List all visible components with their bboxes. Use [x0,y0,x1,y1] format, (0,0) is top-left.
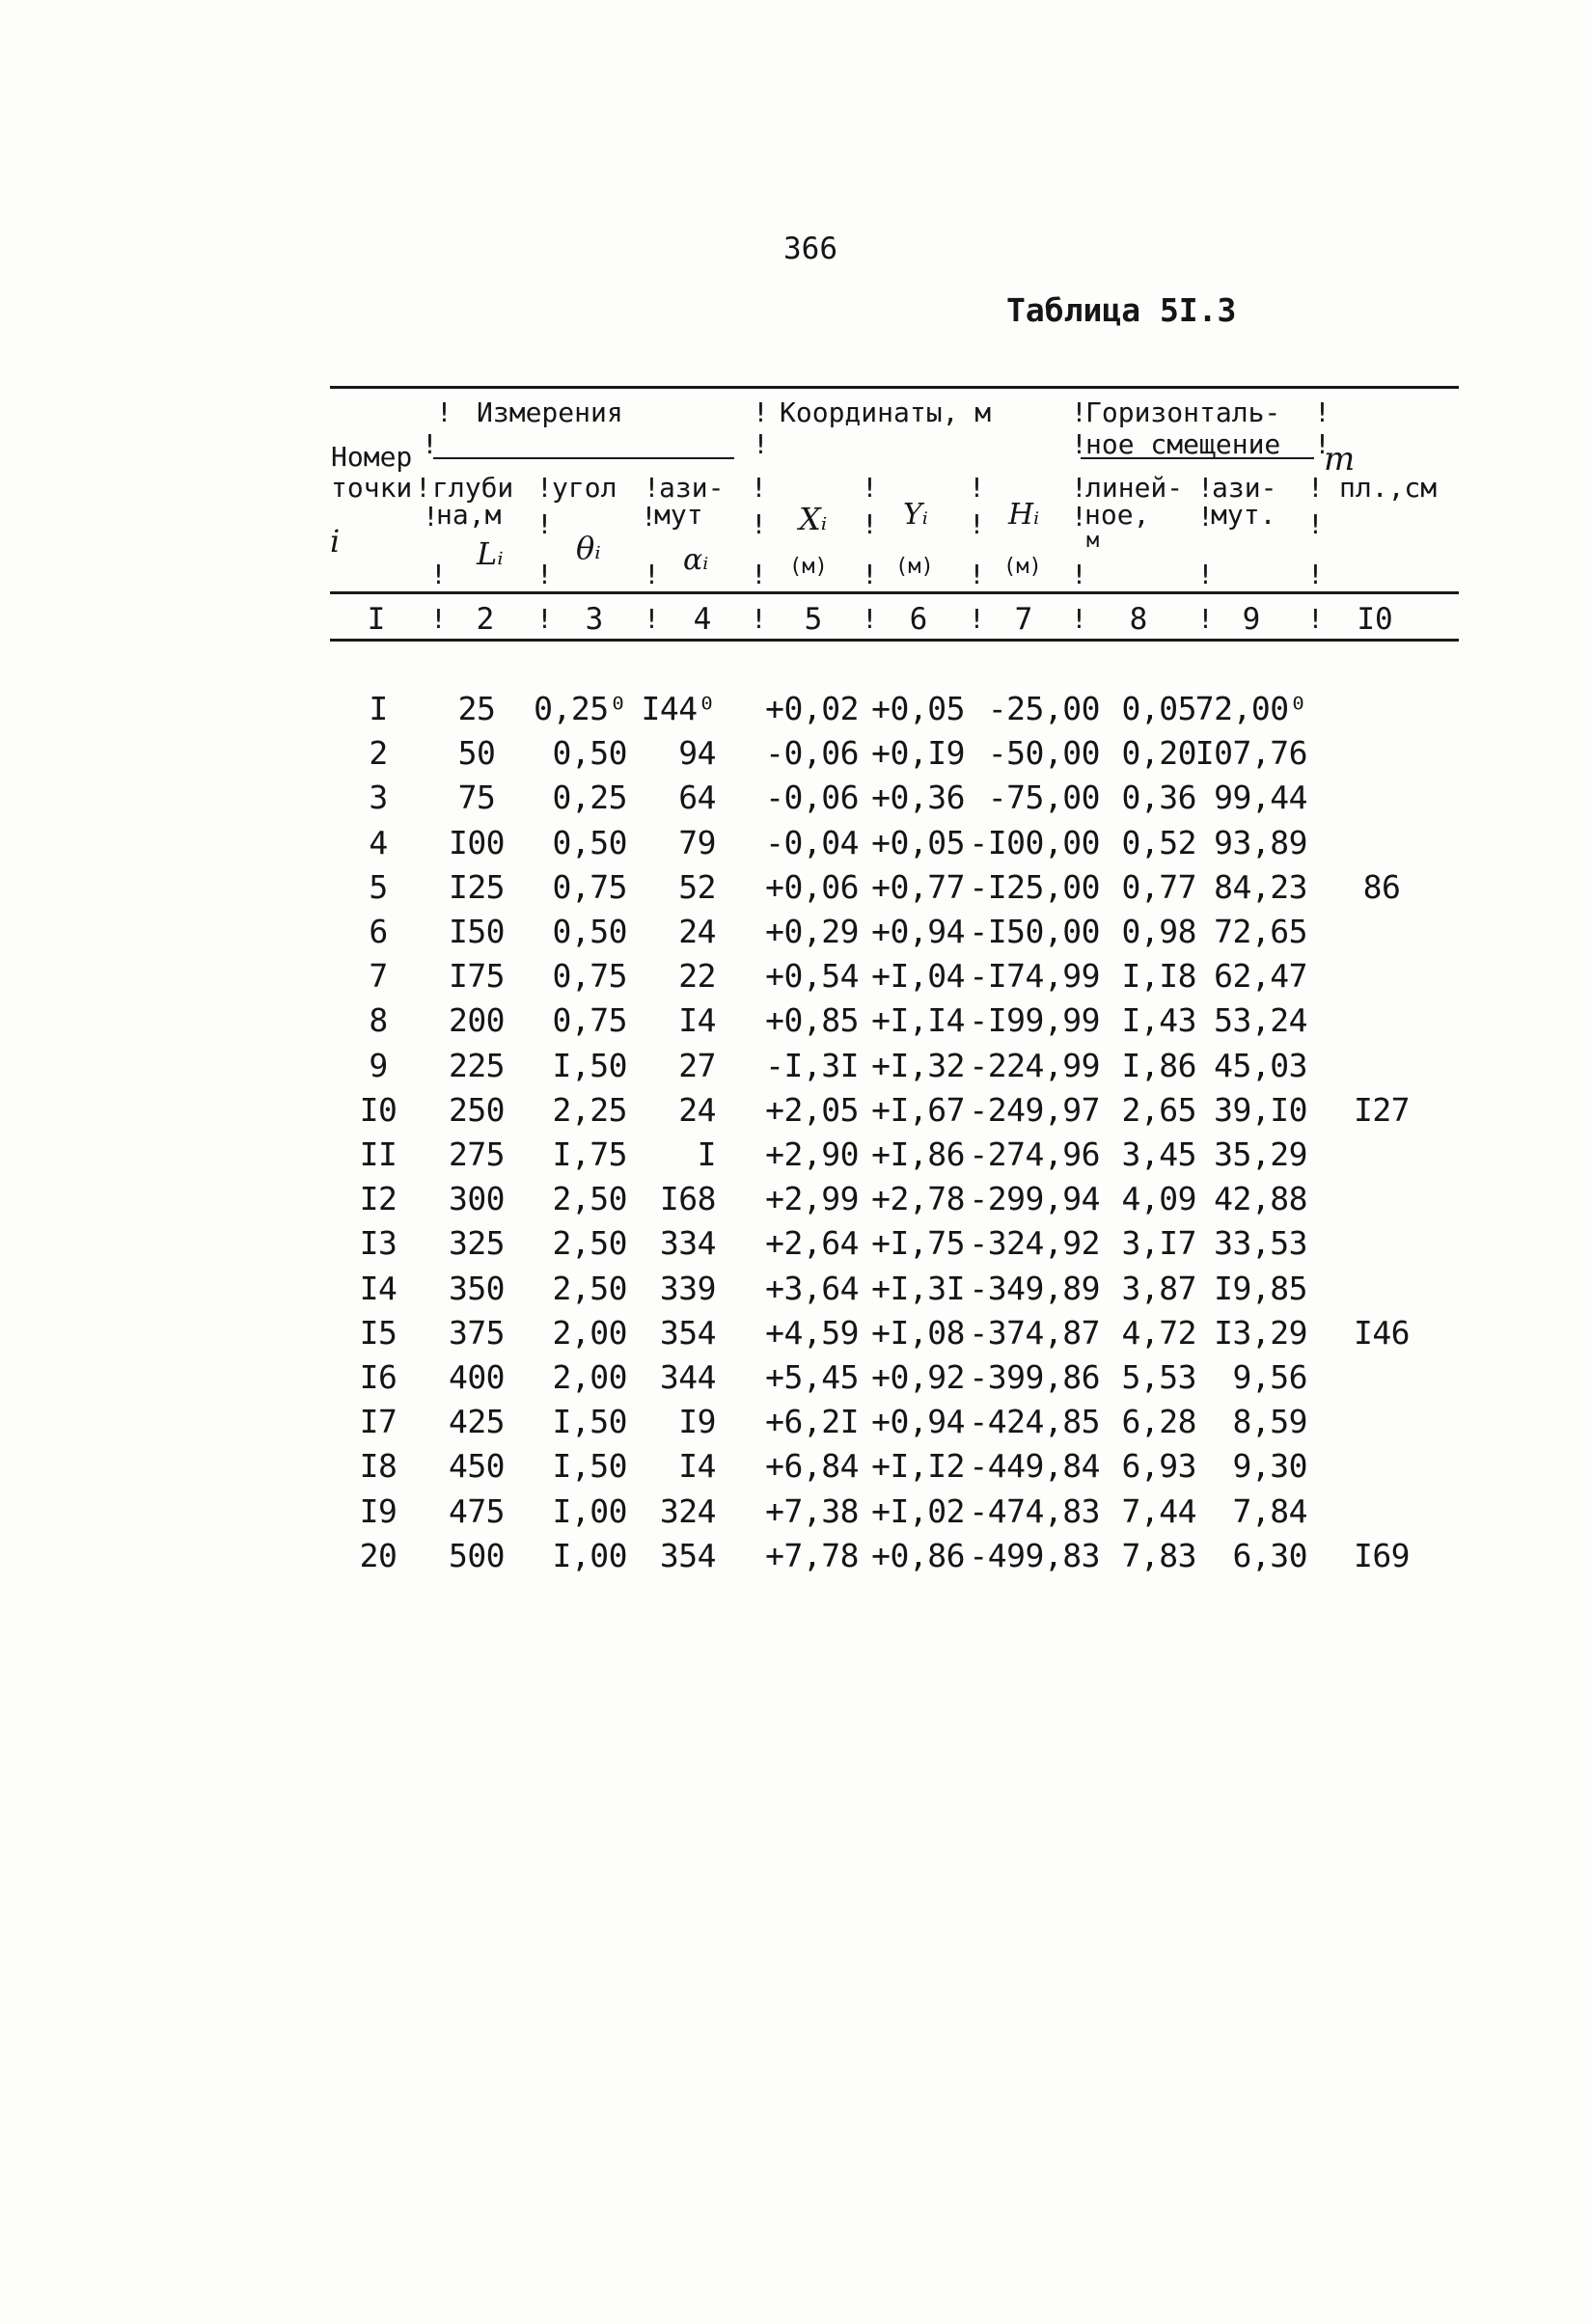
cell-y: +0,94 [871,1403,965,1441]
cell-h: -75,00 [987,779,1100,817]
cell-azimuth: 24 [678,1090,716,1129]
cell-azimuth-disp: 6,30 [1232,1536,1307,1574]
cell-angle: 2,50 [552,1180,627,1218]
header-azimuth-symbol: αᵢ [683,543,709,577]
cell-h: -399,86 [969,1358,1100,1396]
cell-angle: 0,50 [552,823,627,861]
cell-azimuth: I44⁰ [641,690,716,727]
cell-x: -I,3I [765,1046,859,1084]
cell-linear-disp: 6,93 [1121,1447,1196,1486]
header-depth-line2: на,м [436,499,502,531]
cell-point-no: 6 [369,913,388,950]
cell-angle: I,00 [552,1536,627,1574]
cell-h: -449,84 [969,1447,1100,1486]
cell-linear-disp: 0,05 [1121,690,1196,727]
header-point-no-line2: точки [331,472,413,504]
cell-angle: 0,75 [552,957,627,996]
cell-azimuth: 94 [678,734,716,773]
cell-linear-disp: 4,72 [1121,1313,1196,1352]
cell-depth: 250 [448,1090,506,1129]
cell-linear-disp: 6,28 [1121,1403,1196,1441]
cell-y: +0,05 [871,690,965,727]
header-azimuth2-line2: мут. [1211,499,1276,531]
column-number: 6 [909,602,928,637]
cell-x: +0,29 [765,913,859,950]
cell-point-no: I0 [359,1090,398,1129]
cell-x: -0,06 [765,734,859,773]
cell-azimuth-disp: 33,53 [1214,1224,1307,1263]
cell-x: -0,06 [765,779,859,817]
cell-angle: I,75 [552,1135,627,1173]
cell-y: +0,36 [871,779,965,817]
table-top-rule [330,386,1459,389]
header-depth-line1: глуби [432,472,514,504]
column-number: 7 [1014,602,1033,637]
cell-angle: I,00 [552,1491,627,1530]
cell-point-no: 8 [369,1001,388,1040]
cell-point-no: I3 [359,1224,398,1263]
column-number: 4 [693,602,712,637]
cell-x: +6,84 [765,1447,859,1486]
header-x-symbol: Xᵢ [799,501,828,537]
column-number: 5 [804,602,823,637]
cell-h: -374,87 [969,1313,1100,1352]
cell-depth: 375 [448,1313,506,1352]
cell-azimuth-disp: 72,65 [1214,913,1307,950]
cell-azimuth-disp: 42,88 [1214,1180,1307,1218]
cell-h: -474,83 [969,1491,1100,1530]
cell-h: -349,89 [969,1269,1100,1307]
column-number: I [367,602,386,637]
cell-x: -0,04 [765,823,859,861]
header-coordinates: Координаты, м [780,396,992,428]
cell-point-no: I6 [359,1358,398,1396]
cell-azimuth-disp: I9,85 [1214,1269,1307,1307]
cell-linear-disp: I,86 [1121,1046,1196,1084]
cell-y: +0,77 [871,867,965,906]
header-h-symbol: Hᵢ [1008,498,1040,532]
cell-angle: 0,75 [552,867,627,906]
cell-azimuth: 64 [678,779,716,817]
cell-h: -I00,00 [969,823,1100,861]
cell-azimuth: 324 [659,1491,716,1530]
cell-depth: 450 [448,1447,506,1486]
cell-h: -50,00 [987,734,1100,773]
cell-depth: 400 [448,1358,506,1396]
cell-azimuth: 24 [678,913,716,950]
header-linear-line3: м [1086,529,1100,553]
cell-y: +0,86 [871,1536,965,1574]
cell-h: -274,96 [969,1135,1100,1173]
cell-y: +2,78 [871,1180,965,1218]
cell-linear-disp: 0,20 [1121,734,1196,773]
cell-angle: 2,00 [552,1358,627,1396]
cell-linear-disp: 4,09 [1121,1180,1196,1218]
cell-angle: I,50 [552,1403,627,1441]
header-point-no-line3: i [330,523,341,560]
header-x-unit: (м) [789,555,828,579]
cell-x: +7,38 [765,1491,859,1530]
cell-point-no: I7 [359,1403,398,1441]
header-point-no-line1: Номер [331,441,413,473]
cell-point-no: 9 [369,1046,388,1084]
cell-azimuth-disp: 9,30 [1232,1447,1307,1486]
cell-azimuth: I4 [678,1447,716,1486]
cell-h: -299,94 [969,1180,1100,1218]
cell-point-no: 20 [359,1536,398,1574]
cell-x: +2,05 [765,1090,859,1129]
measurements-underline [433,457,734,459]
cell-point-no: 4 [369,823,388,861]
cell-h: -224,99 [969,1046,1100,1084]
cell-h: -I50,00 [969,913,1100,950]
cell-depth: 300 [448,1180,506,1218]
cell-point-no: 3 [369,779,388,817]
cell-azimuth-disp: I3,29 [1214,1313,1307,1352]
cell-y: +I,08 [871,1313,965,1352]
cell-azimuth-disp: 84,23 [1214,867,1307,906]
cell-m: I27 [1353,1090,1411,1129]
cell-depth: 425 [448,1403,506,1441]
cell-linear-disp: 3,87 [1121,1269,1196,1307]
cell-point-no: I2 [359,1180,398,1218]
cell-point-no: I9 [359,1491,398,1530]
cell-x: +4,59 [765,1313,859,1352]
cell-angle: 2,25 [552,1090,627,1129]
cell-azimuth: 52 [678,867,716,906]
cell-h: -I25,00 [969,867,1100,906]
cell-linear-disp: I,I8 [1121,957,1196,996]
cell-azimuth-disp: 8,59 [1232,1403,1307,1441]
header-y-unit: (м) [895,555,934,579]
cell-m: I46 [1353,1313,1411,1352]
header-displacement-line2: ное смещение [1085,428,1281,460]
cell-azimuth: 354 [659,1536,716,1574]
column-number: I0 [1357,602,1393,637]
cell-depth: 275 [448,1135,506,1173]
cell-depth: I50 [448,913,506,950]
cell-x: +0,06 [765,867,859,906]
column-number: 9 [1242,602,1261,637]
cell-azimuth: 339 [659,1269,716,1307]
cell-azimuth-disp: 72,00⁰ [1194,690,1307,727]
cell-angle: I,50 [552,1046,627,1084]
cell-azimuth: I4 [678,1001,716,1040]
cell-azimuth: I68 [659,1180,716,1218]
column-number: 8 [1129,602,1148,637]
cell-linear-disp: 2,65 [1121,1090,1196,1129]
header-angle-symbol: θᵢ [576,530,601,566]
cell-point-no: 2 [369,734,388,773]
header-linear-line2: ное, [1084,499,1150,531]
header-depth-symbol: Lᵢ [477,535,504,572]
cell-angle: 2,50 [552,1269,627,1307]
cell-angle: 2,50 [552,1224,627,1263]
cell-azimuth-disp: 45,03 [1214,1046,1307,1084]
cell-azimuth: I9 [678,1403,716,1441]
cell-y: +I,04 [871,957,965,996]
header-angle-line1: угол [552,472,617,504]
cell-azimuth-disp: 53,24 [1214,1001,1307,1040]
column-number: 2 [476,602,495,637]
cell-angle: 0,25⁰ [534,690,627,727]
header-m-unit: пл.,см [1339,472,1438,504]
header-y-symbol: Yᵢ [903,498,928,532]
header-azimuth2-line1: ази- [1212,472,1277,504]
cell-depth: 50 [457,734,496,773]
cell-angle: 0,50 [552,913,627,950]
cell-linear-disp: I,43 [1121,1001,1196,1040]
cell-point-no: II [359,1135,398,1173]
cell-angle: 2,00 [552,1313,627,1352]
cell-y: +I,3I [871,1269,965,1307]
cell-x: +2,90 [765,1135,859,1173]
cell-azimuth-disp: I07,76 [1194,734,1307,773]
cell-x: +6,2I [765,1403,859,1441]
cell-angle: 0,25 [552,779,627,817]
cell-y: +I,I4 [871,1001,965,1040]
header-linear-line1: линей- [1085,472,1184,504]
cell-linear-disp: 7,44 [1121,1491,1196,1530]
cell-point-no: I4 [359,1269,398,1307]
header-measurements: Измерения [477,396,623,428]
cell-x: +5,45 [765,1358,859,1396]
cell-y: +I,86 [871,1135,965,1173]
cell-x: +7,78 [765,1536,859,1574]
cell-x: +0,02 [765,690,859,727]
cell-azimuth-disp: 39,I0 [1214,1090,1307,1129]
cell-point-no: 7 [369,957,388,996]
cell-m: I69 [1353,1536,1411,1574]
cell-azimuth-disp: 35,29 [1214,1135,1307,1173]
cell-azimuth: 79 [678,823,716,861]
header-m-symbol: m [1324,440,1356,478]
cell-y: +I,67 [871,1090,965,1129]
cell-y: +I,I2 [871,1447,965,1486]
cell-angle: 0,50 [552,734,627,773]
column-number-rule [330,639,1459,642]
cell-azimuth-disp: 93,89 [1214,823,1307,861]
cell-depth: 200 [448,1001,506,1040]
table-header-rule [330,591,1459,594]
cell-depth: I00 [448,823,506,861]
cell-h: -499,83 [969,1536,1100,1574]
cell-azimuth: 344 [659,1358,716,1396]
cell-angle: 0,75 [552,1001,627,1040]
cell-point-no: 5 [369,867,388,906]
cell-azimuth: I [697,1135,716,1173]
cell-x: +2,99 [765,1180,859,1218]
cell-depth: 350 [448,1269,506,1307]
cell-angle: I,50 [552,1447,627,1486]
cell-linear-disp: 0,36 [1121,779,1196,817]
cell-h: -I74,99 [969,957,1100,996]
cell-y: +I,32 [871,1046,965,1084]
cell-h: -249,97 [969,1090,1100,1129]
cell-y: +0,92 [871,1358,965,1396]
cell-depth: 325 [448,1224,506,1263]
cell-azimuth: 334 [659,1224,716,1263]
cell-h: -324,92 [969,1224,1100,1263]
cell-y: +0,94 [871,913,965,950]
header-displacement-line1: Горизонталь- [1085,396,1281,428]
cell-y: +I,75 [871,1224,965,1263]
cell-azimuth-disp: 7,84 [1232,1491,1307,1530]
cell-linear-disp: 3,45 [1121,1135,1196,1173]
cell-azimuth-disp: 62,47 [1214,957,1307,996]
cell-point-no: I [369,690,388,727]
cell-linear-disp: 0,98 [1121,913,1196,950]
cell-linear-disp: 0,77 [1121,867,1196,906]
cell-h: -25,00 [987,690,1100,727]
cell-azimuth-disp: 9,56 [1232,1358,1307,1396]
cell-depth: 25 [457,690,496,727]
cell-h: -424,85 [969,1403,1100,1441]
cell-depth: 225 [448,1046,506,1084]
cell-depth: I25 [448,867,506,906]
cell-h: -I99,99 [969,1001,1100,1040]
cell-depth: 475 [448,1491,506,1530]
cell-linear-disp: 7,83 [1121,1536,1196,1574]
cell-point-no: I5 [359,1313,398,1352]
cell-x: +3,64 [765,1269,859,1307]
cell-azimuth: 27 [678,1046,716,1084]
cell-x: +0,54 [765,957,859,996]
header-azimuth-line2: мут [654,499,703,531]
table-title: Таблица 5I.3 [1006,291,1237,329]
cell-linear-disp: 5,53 [1121,1358,1196,1396]
cell-x: +0,85 [765,1001,859,1040]
header-azimuth-line1: ази- [659,472,725,504]
header-h-unit: (м) [1003,555,1042,579]
cell-azimuth: 354 [659,1313,716,1352]
cell-point-no: I8 [359,1447,398,1486]
cell-y: +0,I9 [871,734,965,773]
cell-linear-disp: 0,52 [1121,823,1196,861]
cell-azimuth: 22 [678,957,716,996]
column-number: 3 [585,602,604,637]
cell-y: +I,02 [871,1491,965,1530]
cell-depth: 75 [457,779,496,817]
cell-depth: 500 [448,1536,506,1574]
page-number: 366 [783,232,837,266]
cell-x: +2,64 [765,1224,859,1263]
cell-linear-disp: 3,I7 [1121,1224,1196,1263]
cell-azimuth-disp: 99,44 [1214,779,1307,817]
cell-m: 86 [1362,867,1401,906]
cell-depth: I75 [448,957,506,996]
cell-y: +0,05 [871,823,965,861]
